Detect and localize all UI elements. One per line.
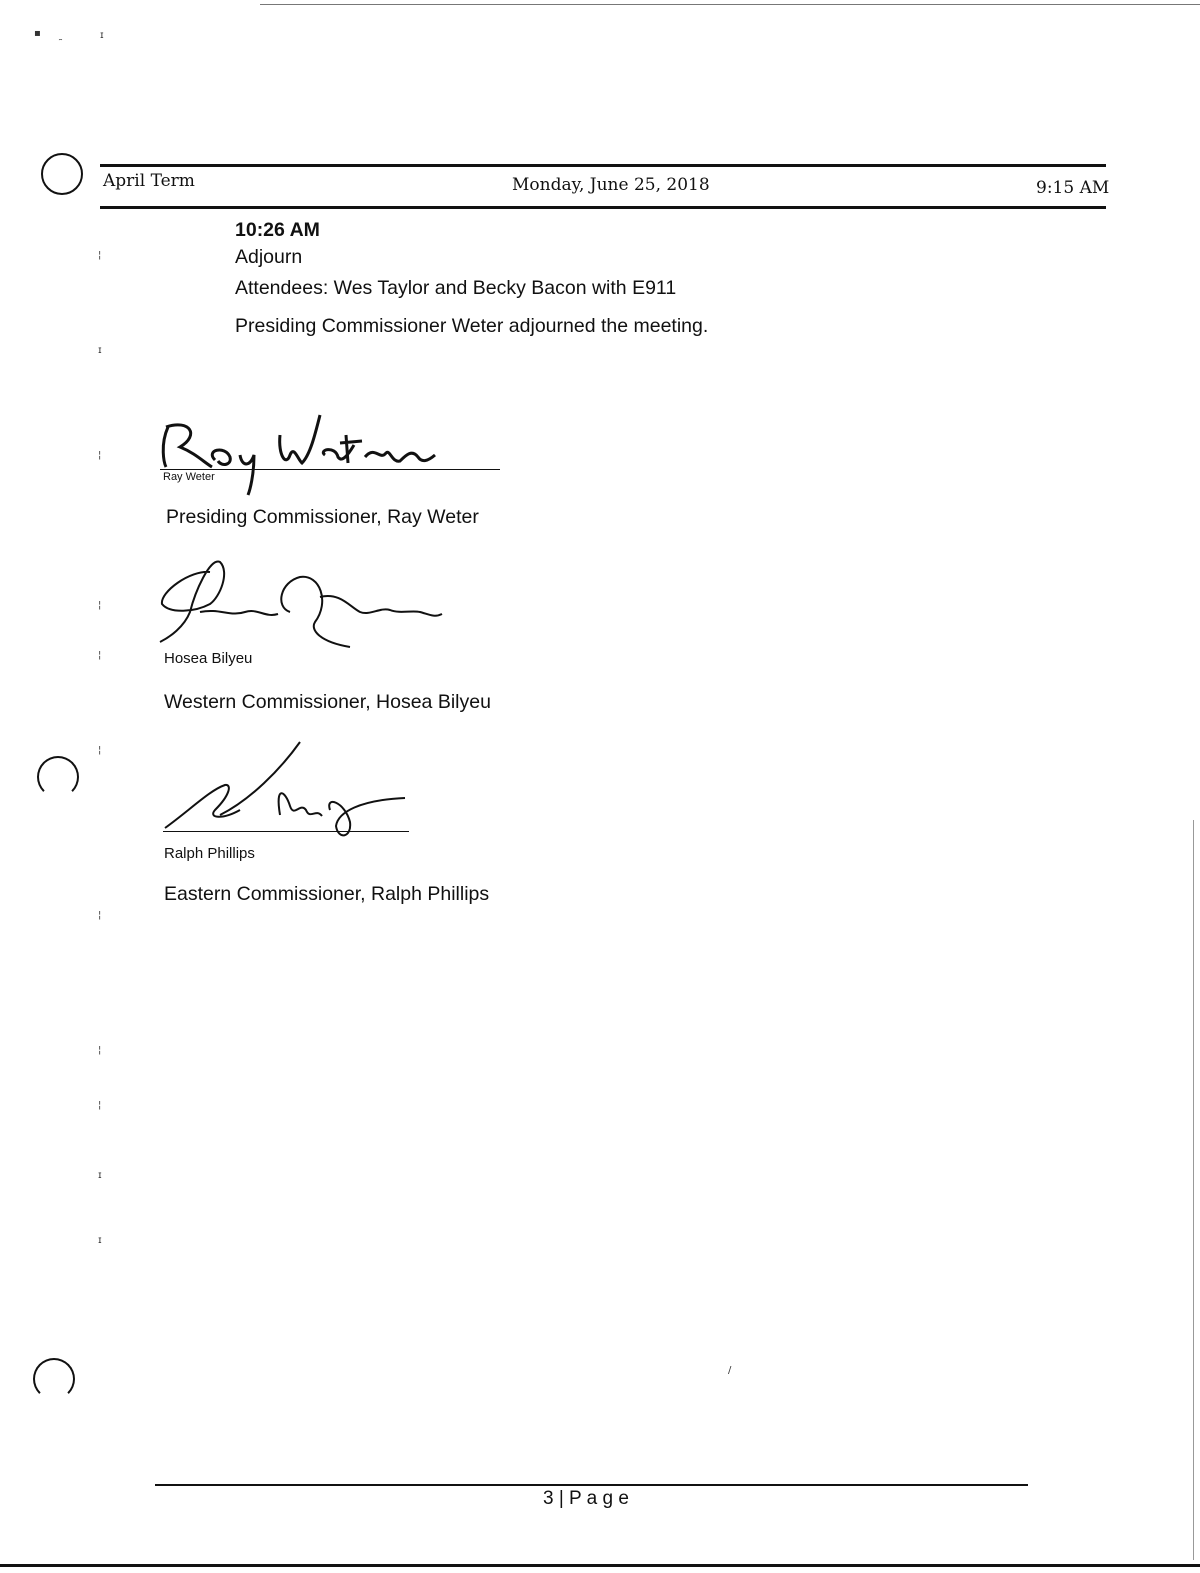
entry-attendees: Attendees: Wes Taylor and Becky Bacon with E911 [235,277,677,299]
scan-speck: ▪ [34,28,41,39]
signature-line-1 [160,469,500,470]
signature-hosea-bilyeu [150,552,450,652]
signature-1-printed-name: Ray Weter [163,471,215,483]
scan-speck: / [728,1365,732,1376]
scan-speck: ¦ [98,1045,102,1056]
signature-2-title: Western Commissioner, Hosea Bilyeu [164,691,491,713]
top-scan-edge [260,4,1200,5]
right-scan-edge [1193,820,1194,1560]
header-time: 9:15 AM [1036,178,1110,198]
binder-hole-middle [37,756,79,798]
scan-speck: ɪ [98,1235,102,1246]
scan-speck: ¦ [98,910,102,921]
scan-speck: ¦ [98,450,102,461]
header-term: April Term [103,171,195,191]
binder-hole-top [41,153,83,195]
scan-speck: ¦ [98,600,102,611]
signature-line-3 [163,831,409,832]
scan-speck: ɪ [98,1170,102,1181]
header-top-rule [100,164,1106,167]
signature-3-printed-name: Ralph Phillips [164,845,255,862]
scan-speck: ɪ [98,345,102,356]
signature-3-title: Eastern Commissioner, Ralph Phillips [164,883,490,905]
header-date: Monday, June 25, 2018 [512,175,710,195]
scan-speck: ¦ [98,650,102,661]
entry-note: Presiding Commissioner Weter adjourned the meeting. [235,315,709,337]
signature-ralph-phillips [160,740,410,845]
scan-speck: ˷ [58,30,63,41]
scan-speck: ɪ [100,30,104,41]
header-bottom-rule [100,206,1106,209]
bottom-scan-edge [0,1564,1200,1567]
entry-item: Adjourn [235,246,303,268]
scan-speck: ¦ [98,1100,102,1111]
scan-speck: ¦ [98,745,102,756]
footer-rule [155,1484,1028,1486]
signature-1-title: Presiding Commissioner, Ray Weter [166,506,479,528]
signature-2-printed-name: Hosea Bilyeu [164,650,253,667]
signature-ray-weter [150,405,450,500]
binder-hole-bottom [33,1358,75,1400]
scan-speck: ¦ [98,250,102,261]
entry-time: 10:26 AM [235,219,320,241]
page-number: 3 | P a g e [543,1488,629,1509]
